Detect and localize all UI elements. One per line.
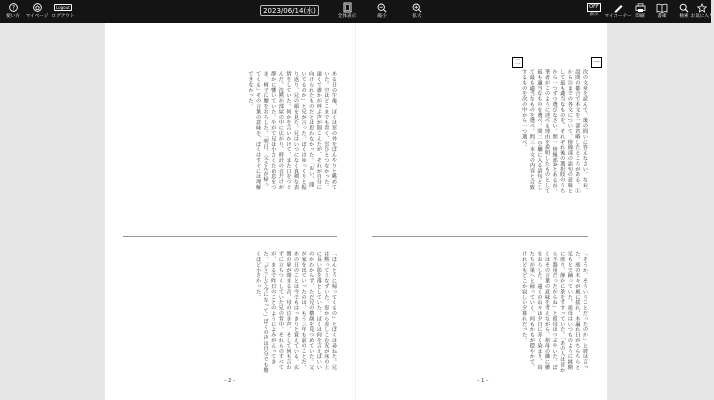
fullview-label: 全体表示 <box>337 14 357 19</box>
fullview-button[interactable] <box>336 0 358 23</box>
logout-badge: Logout <box>56 5 70 10</box>
zoom-out-label: 縮小 <box>377 14 387 19</box>
pen-icon <box>613 1 624 14</box>
mypage-label: マイページ <box>25 14 49 19</box>
search-label: 検索 <box>679 14 689 19</box>
off-badge: OFF <box>589 4 599 10</box>
display-toggle[interactable] <box>586 0 602 23</box>
bookshelf-button[interactable] <box>655 0 669 23</box>
favorites-button[interactable] <box>690 0 714 23</box>
page-2-divider <box>123 236 337 237</box>
page-2-lower-text: 「ほんとうに帰ってくるの」とぼくは尋ねた。兄は黙ってうなずいた。窓から差しこむ光が床の上に長い影を落としていた。ぼくは何を言えばいいのかわからず、ただ兄の横顔を見つめていた。父が家を出ていったのは、もう三年も前のことだ。あの日のことは今でもはっきりと覚えている。玄関の扉が閉まる音、母の泣き声、そして何も言わずに立ちつくしていた兄の背中。それらのすべてが、まるで昨日のことのようによみがえってきた。「どうして今になって」ぼくの声は自分でも驚くほど小さかった。 <box>255 251 337 373</box>
fullview-icon <box>343 1 352 14</box>
mycorner-label: マイコーナー <box>604 14 632 19</box>
page-1-lower-text: 「そうか、そういうことだったのか」と彼は言った。庭の木々が風に揺れ、木漏れ日がちらちらと足もとで踊っていた。祖母はいつものように縁側に座り、静かに茶をすすっていた。「あの人は昔から不器用だったからね」と祖母はつぶやいた。ぼくはその言葉の意味を考えながら、祖母の隣に腰をおろした。遠くの山々は夕日に赤く染まり、鳥たちが巣へと帰っていく。何もかもが穏やかで、けれどもどこか寂しい夕暮れだった。 <box>521 251 588 373</box>
page-number-right: – 1 – <box>477 378 489 384</box>
page-1 <box>356 23 607 400</box>
question-number-2: 二 <box>512 57 523 68</box>
print-button[interactable] <box>633 0 647 23</box>
mycorner-button[interactable] <box>605 0 631 23</box>
page-2-upper-text: ある日の午後、ぼくは窓の外をぼんやりと眺めていた。空はどこまでも青く、雲ひとつなかった。遠くで誰かが呼ぶ声が聞こえたが、それが自分に向けられたものだとは思わなかった。「おい、聞いてるのか」と兄が言った。ぼくはゆっくりと振り返り、兄の顔を見た。兄はいつになく真剣な表情をしていた。何かを言いかけて、また口をつぐんだ。沈黙が部屋の中に広がり、時計の音だけが静かに響いていた。やがて兄は小さくため息をつき、椅子に腰をおろした。「明日、父さんが帰ってくる」その言葉の意味を、ぼくはすぐには理解できなかった。 <box>247 71 337 190</box>
zoom-out-button[interactable] <box>374 0 390 23</box>
svg-text:?: ? <box>11 5 15 12</box>
zoom-in-icon <box>412 1 422 14</box>
home-icon <box>33 1 42 14</box>
zoom-out-icon <box>377 1 387 14</box>
question-number-1: 一 <box>591 57 602 68</box>
favorites-label: お気に入り <box>690 14 714 19</box>
page-2 <box>105 23 356 400</box>
star-icon <box>697 1 707 14</box>
book-icon <box>656 1 668 14</box>
print-label: 印刷 <box>635 14 645 19</box>
logout-label: ログアウト <box>51 14 75 19</box>
search-icon <box>679 1 689 14</box>
logout-icon <box>54 1 72 14</box>
bookshelf-label: 書庫 <box>657 14 667 19</box>
document-spread[interactable] <box>105 23 607 400</box>
logout-button[interactable] <box>50 0 76 23</box>
help-label: 使い方 <box>6 14 20 19</box>
zoom-in-label: 拡大 <box>412 14 422 19</box>
page-number-left: – 2 – <box>224 378 236 384</box>
search-button[interactable] <box>677 0 691 23</box>
display-label: 表示 <box>589 12 599 17</box>
issue-date-selector[interactable]: 2023/06/14(水) <box>260 5 319 16</box>
page-1-upper-text: 次の文章を読んで、後の問いに答えなさい。なお、設問の都合で本文を一部省略したところがある。①から⑤までの各文について、傍線部の語句の意味として最も適当なものを、それぞれ後の選択肢のうちから一つずつ選びなさい。問一 傍線部Aとあるが、筆者がこのように述べる理由を説明したものとして最も適当なものを選べ。問二 空欄に入る語句として最も適当なものを選べ。問三 本文の内容と合致するものを次の中から一つ選べ。 <box>521 69 588 194</box>
help-icon <box>9 1 18 14</box>
print-icon <box>635 1 646 14</box>
page-1-divider <box>372 236 588 237</box>
zoom-in-button[interactable] <box>408 0 426 23</box>
help-button[interactable] <box>2 0 24 23</box>
top-toolbar <box>0 0 714 23</box>
mypage-button[interactable] <box>24 0 50 23</box>
